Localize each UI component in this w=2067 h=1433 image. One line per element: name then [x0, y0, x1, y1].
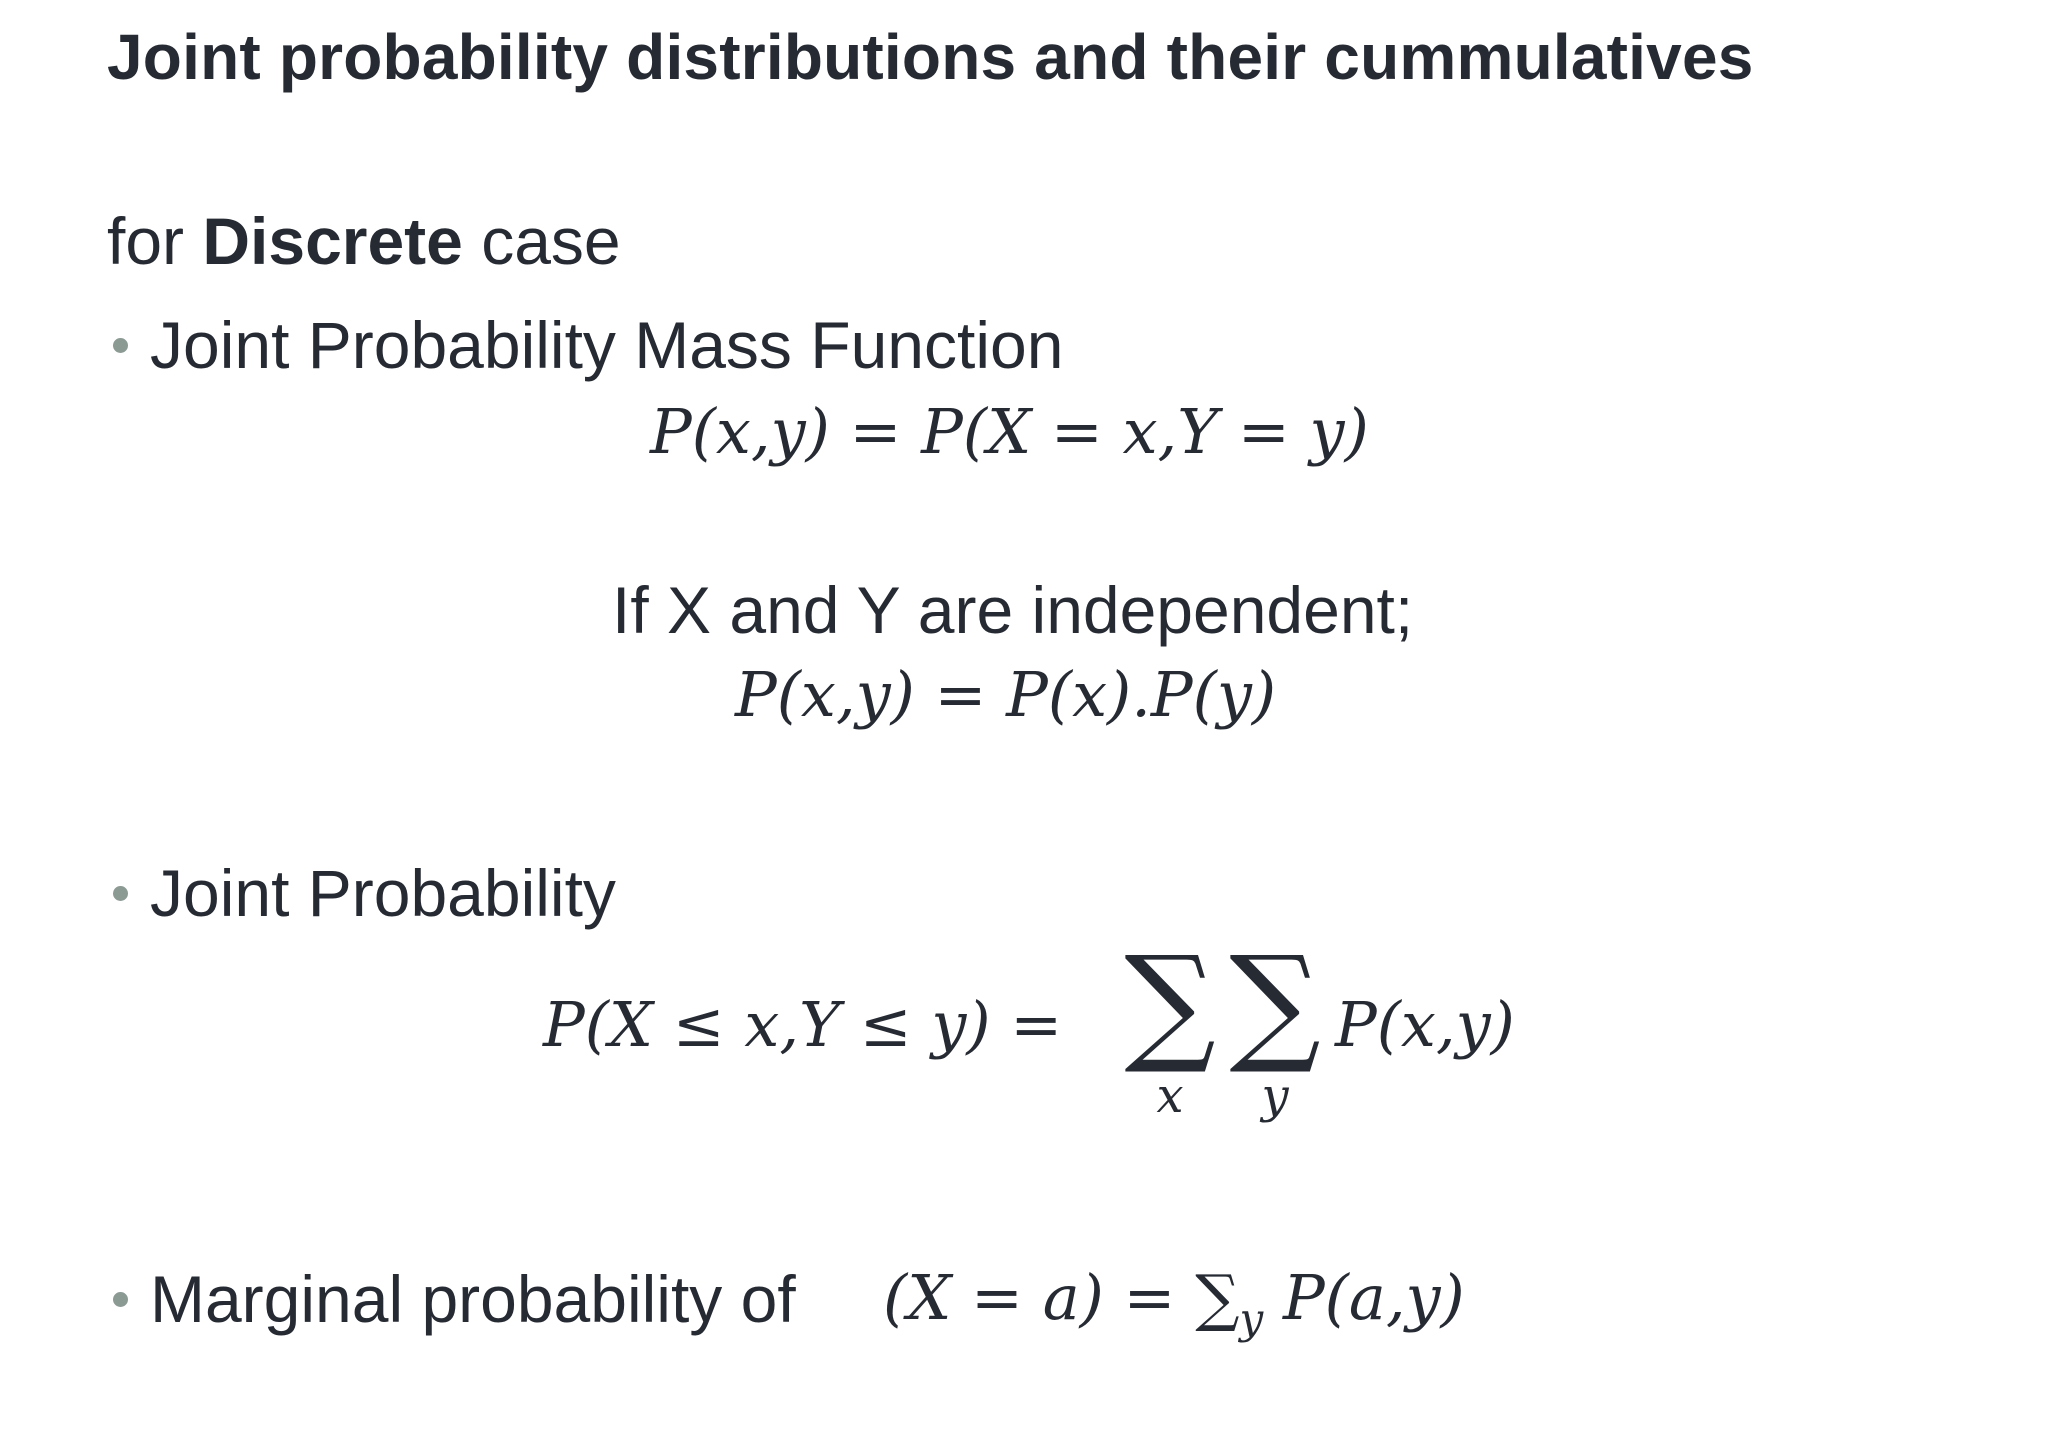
sigma-symbol: ∑ — [1124, 929, 1216, 1078]
marginal-formula — [883, 1258, 1465, 1359]
marginal-sum-index: y — [1239, 1294, 1264, 1343]
sum-index-y: y — [1261, 1068, 1289, 1124]
sum-over-y — [1225, 929, 1325, 1124]
sum-index-x: x — [1156, 1068, 1184, 1124]
bullet-joint-pmf-label: Joint Probability Mass Function — [150, 308, 1064, 382]
subtitle-bold: Discrete — [202, 204, 463, 278]
bullet-joint-probability-label: Joint Probability — [150, 856, 616, 930]
subtitle-suffix: case — [462, 204, 621, 278]
joint-cdf-lhs: P(X ≤ x,Y ≤ y) = — [543, 988, 1063, 1061]
section-subtitle — [107, 196, 621, 286]
slide-title: Joint probability distributions and their cummulatives — [107, 21, 1754, 93]
sum-over-x — [1120, 929, 1220, 1124]
marginal-rhs: P(a,y) — [1282, 1261, 1465, 1334]
bullet-dot — [113, 886, 128, 901]
joint-pmf-formula: P(x,y) = P(X = x,Y = y) — [650, 395, 1369, 468]
independence-note: If X and Y are independent; — [612, 573, 1414, 647]
independence-formula: P(x,y) = P(x).P(y) — [735, 658, 1277, 731]
sigma-symbol: ∑ — [1229, 929, 1321, 1078]
subtitle-prefix: for — [107, 204, 203, 278]
bullet-dot — [113, 338, 128, 353]
marginal-lhs: (X = a) = — [883, 1261, 1176, 1334]
bullet-marginal-label: Marginal probability of — [150, 1262, 796, 1336]
bullet-dot — [113, 1292, 128, 1307]
joint-cdf-rhs: P(x,y) — [1335, 988, 1515, 1061]
marginal-sigma: ∑ — [1195, 1261, 1240, 1334]
